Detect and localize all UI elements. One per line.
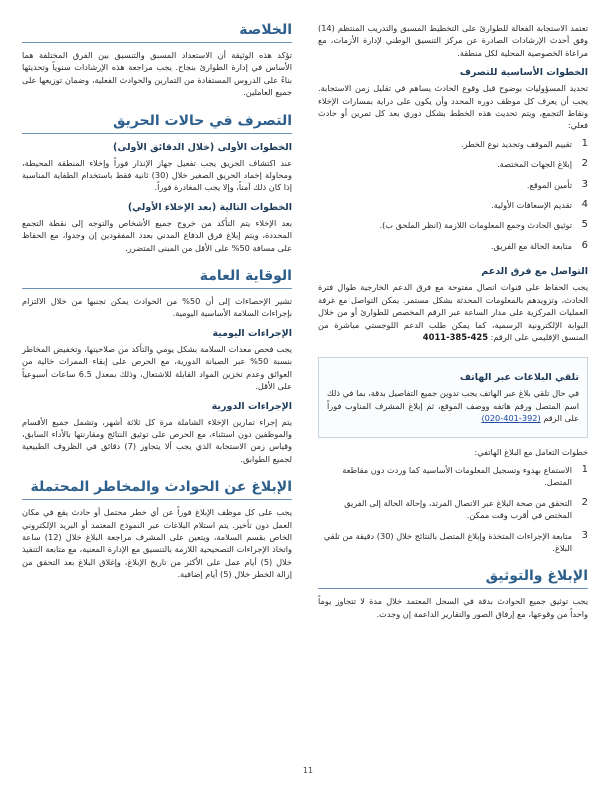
box-heading: تلقي البلاغات عبر الهاتف [459, 372, 579, 384]
left-column [22, 22, 292, 595]
section-title: الخلاصة [22, 22, 292, 43]
phone-link[interactable]: (392-401-020) [481, 413, 541, 424]
list-item [318, 240, 588, 252]
step-number: 2 [581, 158, 588, 170]
section-phone-steps [318, 446, 588, 555]
step-number: 6 [581, 239, 588, 251]
subsection-paragraph: يتم إجراء تمارين الإخلاء الشاملة مرة كل ثلاثة أشهر، وتشمل جميع الأقسام والموظفين دون استثناء، مع الحرص على توثيق النتائج ومقارنتها بالأداء السابق، وقياس زمن الاستجابة الذي يجب ألا يتجاوز (7) دقائق في الظروف الطبيعية لجميع الطوابق. [22, 416, 293, 464]
subsection-paragraph: عند اكتشاف الحريق يجب تفعيل جهاز الإنذار فوراً وإخلاء المنطقة المحيطة، ومحاولة إخماد الحريق الصغير خلال (30) ثانية فقط باستخدام الطفاية المناسبة إذا كان ذلك آمناً، وإلا يجب المغادرة فوراً. [22, 157, 292, 193]
section-heading: الخطوات الأساسية للتصرف [459, 67, 588, 79]
paragraph-text: يجب الحفاظ على قنوات اتصال مفتوحة مع فرق الدعم الخارجية طوال فترة الحادث، وتزويدهم بالمعلومات المحدثة بشكل مستمر. يمكن التواصل مع غرفة العمليات المركزية على مدار الساعة عبر الرقم المخصص للطوارئ أو من خلال البوابة الإلكترونية الرسمية، كما يمكن طلب الدعم اللوجستي مباشرة من المنسق الإقليمي على الرقم: [318, 282, 588, 342]
section-heading: التواصل مع فرق الدعم [481, 266, 588, 278]
box-paragraph [327, 387, 579, 424]
steps-list [318, 138, 588, 252]
section-prevention [22, 268, 292, 465]
phone-report-box [318, 357, 588, 437]
section-paragraph: يجب على كل موظف الإبلاغ فوراً عن أي خطر محتمل أو حادث يقع في مكان العمل دون تأخير. يتم استلام البلاغات عبر النموذج المعتمد أو البريد الإلكتروني الخاص بقسم السلامة، ويتعين على المشرف مراجعة البلاغ خلال (12) ساعة واتخاذ الإجراءات التصحيحية اللازمة بالتنسيق مع الإدارة المعنية، مع متابعة التنفيذ خلال (5) أيام عمل على الأكثر من تاريخ الإبلاغ، وإغلاق البلاغ بعد التحقق من إزالة الخطر خلال (5) أيام إضافية. [22, 507, 293, 580]
subsection-heading: الإجراءات اليومية [212, 327, 292, 339]
section-support-contact [318, 266, 588, 343]
subsection-paragraph: يجب فحص معدات السلامة بشكل يومي والتأكد من صلاحيتها، وتخفيض المخاطر بنسبة 50% عبر الصيانة الدورية، مع الحرص على إبقاء الممرات خالية من العوائق وعدم تخزين المواد القابلة للاشتعال، وذلك بمعدل 6.5 ساعات أسبوعياً على الأقل. [22, 343, 292, 392]
section-title: الوقاية العامة [22, 268, 292, 289]
section-reporting [318, 568, 588, 620]
phone-number: 425-385-4011 [422, 331, 489, 342]
step-text: تأمين الموقع. [526, 179, 572, 190]
list-item [318, 464, 588, 489]
subsection-heading: الخطوات الأولى (خلال الدقائق الأولى) [113, 141, 292, 153]
section-hazard-reporting [22, 479, 292, 580]
page-number: 11 [302, 766, 314, 775]
step-text: الاستماع بهدوء وتسجيل المعلومات الأساسية كما وردت دون مقاطعة المتصل. [342, 464, 572, 488]
step-text: تقديم الإسعافات الأولية. [491, 200, 572, 211]
step-text: إبلاغ الجهات المختصة. [497, 159, 572, 170]
step-number: 3 [581, 178, 588, 190]
step-number: 1 [581, 137, 588, 149]
step-number: 2 [581, 496, 588, 508]
intro-paragraph: تعتمد الاستجابة الفعالة للطوارئ على التخطيط المسبق والتدريب المنتظم (14) وفق أحدث الإرشادات الصادرة عن مركز التنسيق الوطني لإدارة الأزمات، مع مراعاة الخصوصية المحلية لكل منطقة. [318, 23, 588, 58]
list-item [318, 138, 588, 150]
section-paragraph: تؤكد هذه الوثيقة أن الاستعداد المسبق والتنسيق بين الفرق المختلفة هما الأساس في إدارة الطوارئ بنجاح. يجب مراجعة هذه الإرشادات سنوياً وتحديثها بناءً على الدروس المستفادة من التمارين والحوادث الفعلية، وضمان توزيعها على جميع العاملين. [22, 50, 292, 98]
list-item [318, 530, 588, 555]
section-fire [22, 113, 292, 254]
step-text: متابعة الإجراءات المتخذة وإبلاغ المتصل بالنتائج خلال (30) دقيقة من تلقي البلاغ. [323, 530, 572, 553]
steps-list [318, 464, 588, 554]
step-number: 3 [581, 529, 588, 541]
right-column [318, 22, 588, 634]
section-paragraph: يجب توثيق جميع الحوادث بدقة في السجل المعتمد خلال مدة لا تتجاوز يوماً واحداً من وقوعها، مع إرفاق الصور والتقارير الداعمة إن وجدت. [318, 596, 588, 619]
section-intro: تشير الإحصاءات إلى أن 50% من الحوادث يمكن تجنبها من خلال الالتزام بإجراءات السلامة الأساسية اليومية. [22, 296, 293, 319]
box-text: في حال تلقي بلاغ عبر الهاتف يجب تدوين جميع التفاصيل بدقة، بما في ذلك اسم المتصل ورقم هاتفه ووصف الموقع، ثم إبلاغ المشرف المناوب فوراً على الرقم [327, 388, 579, 424]
subsection-paragraph: بعد الإخلاء يتم التأكد من خروج جميع الأشخاص والتوجه إلى نقطة التجمع المحددة، ويتم إبلاغ فرق الدفاع المدني بعدد المفقودين إن وجدوا، مع الحفاظ على مسافة 50% على الأقل من المبنى المتضرر. [22, 217, 292, 253]
step-number: 1 [581, 463, 588, 475]
section-title: الإبلاغ عن الحوادث والمخاطر المحتملة [22, 479, 292, 500]
subsection-heading: الخطوات التالية (بعد الإخلاء الأولي) [127, 201, 292, 213]
list-item [318, 158, 588, 170]
step-text: التحقق من صحة البلاغ عبر الاتصال المرتد، وإحالة الحالة إلى الفريق المختص في أقرب وقت ممكن. [344, 497, 572, 521]
step-number: 4 [581, 199, 588, 211]
step-text: توثيق الحادث وجمع المعلومات اللازمة (انظر الملحق ب). [379, 220, 572, 231]
step-text: متابعة الحالة مع الفريق. [490, 240, 572, 251]
step-number: 5 [581, 219, 588, 231]
section-paragraph [318, 281, 588, 343]
section-title: الإبلاغ والتوثيق [318, 568, 588, 589]
steps-lead: خطوات التعامل مع البلاغ الهاتفي: [474, 446, 588, 457]
list-item [318, 179, 588, 191]
list-item [318, 199, 588, 211]
subsection-heading: الإجراءات الدورية [211, 400, 292, 412]
step-text: تقييم الموقف وتحديد نوع الخطر. [460, 138, 572, 149]
section-title: التصرف في حالات الحريق [22, 113, 292, 134]
section-paragraph: تحديد المسؤوليات بوضوح قبل وقوع الحادث يساهم في تقليل زمن الاستجابة. يجب أن يعرف كل موظف دوره المحدد وأن يكون على دراية بمسارات الإخلاء ونقاط التجمع، ويتم تحديث هذه الخطط بشكل دوري بعد كل تمرين أو حادث فعلي: [318, 83, 588, 131]
section-conclusion [22, 22, 292, 99]
list-item [318, 497, 588, 522]
list-item [318, 219, 588, 231]
section-basic-steps [318, 67, 588, 252]
